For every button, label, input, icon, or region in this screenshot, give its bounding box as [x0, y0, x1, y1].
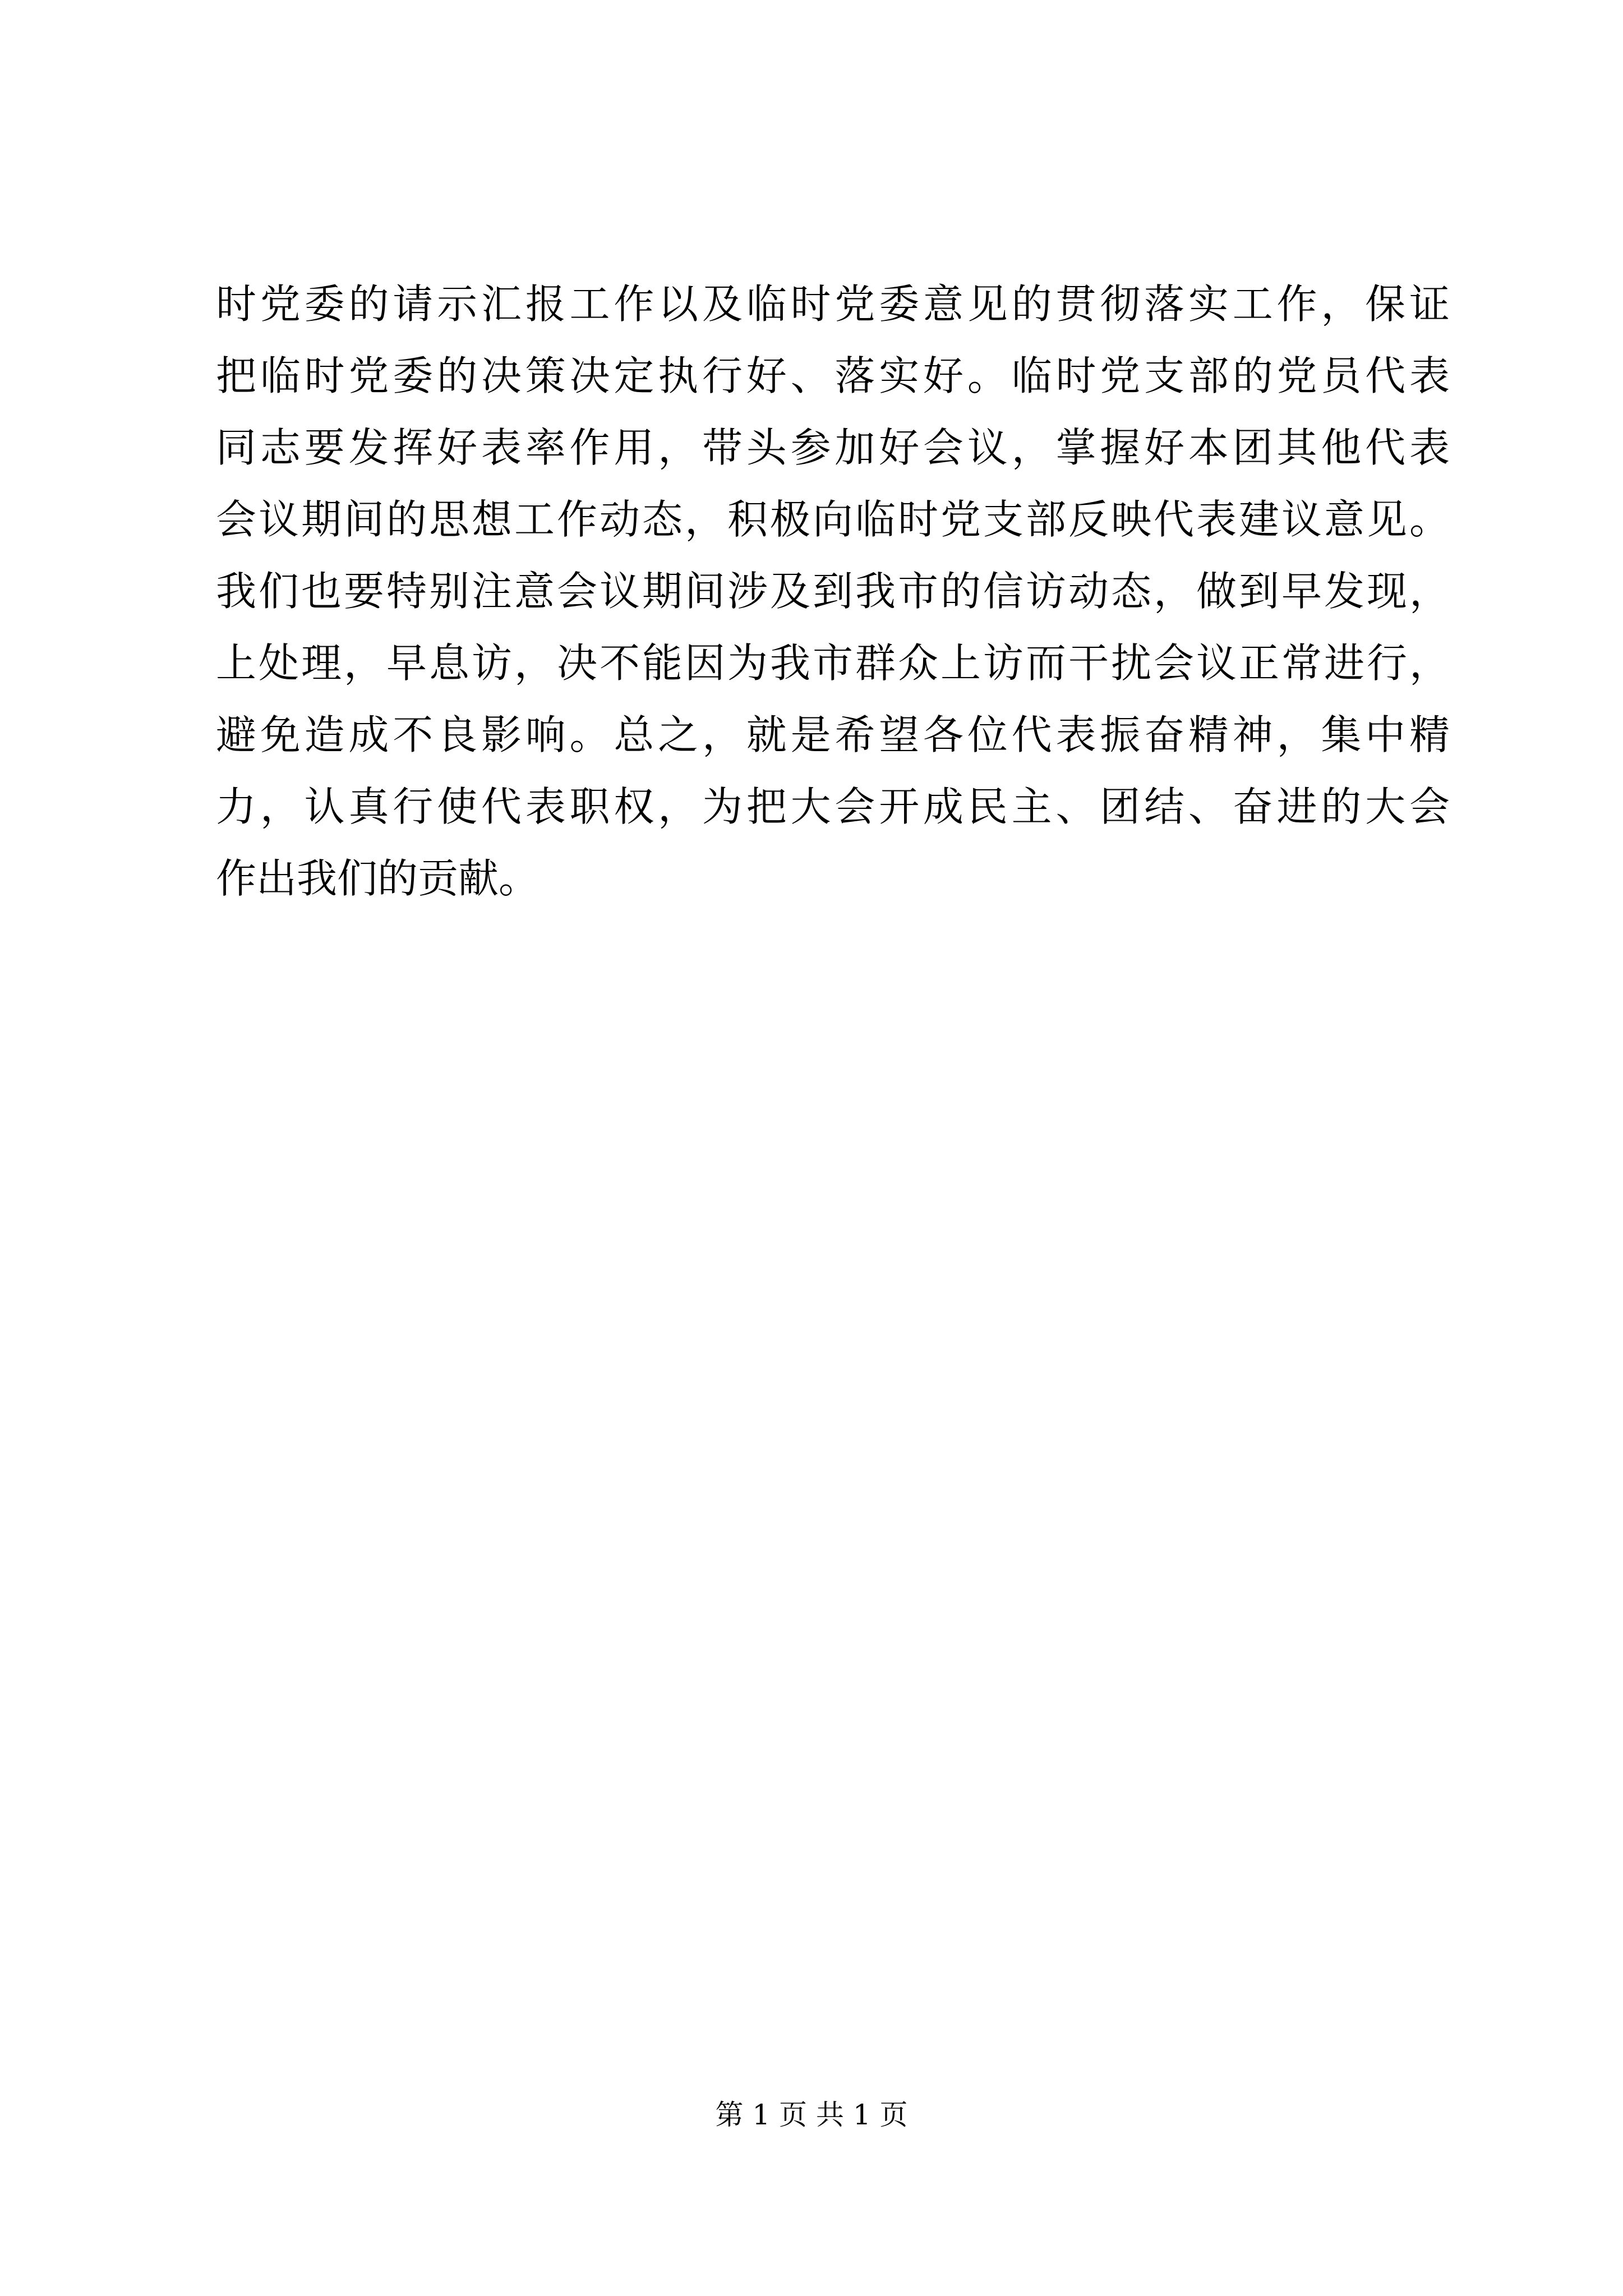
text-line: 上处理，早息访，决不能因为我市群众上访而干扰会议正常进行， [216, 639, 1450, 687]
text-line: 力，认真行使代表职权，为把大会开成民主、团结、奋进的大会 [216, 783, 1450, 830]
text-line: 时党委的请示汇报工作以及临时党委意见的贯彻落实工作，保证 [216, 280, 1450, 328]
page-footer [0, 2095, 1623, 2134]
text-line: 同志要发挥好表率作用，带头参加好会议，掌握好本团其他代表 [216, 424, 1450, 471]
text-line: 作出我们的贡献。 [216, 855, 540, 902]
text-line: 把临时党委的决策决定执行好、落实好。临时党支部的党员代表 [216, 352, 1450, 399]
body-paragraph [216, 268, 1450, 914]
text-line: 避免造成不良影响。总之，就是希望各位代表振奋精神，集中精 [216, 711, 1450, 758]
text-line: 会议期间的思想工作动态，积极向临时党支部反映代表建议意见。 [216, 496, 1450, 543]
text-line: 我们也要特别注意会议期间涉及到我市的信访动态，做到早发现， [216, 568, 1450, 615]
page-number-label: 第 1 页 共 1 页 [715, 2099, 908, 2131]
